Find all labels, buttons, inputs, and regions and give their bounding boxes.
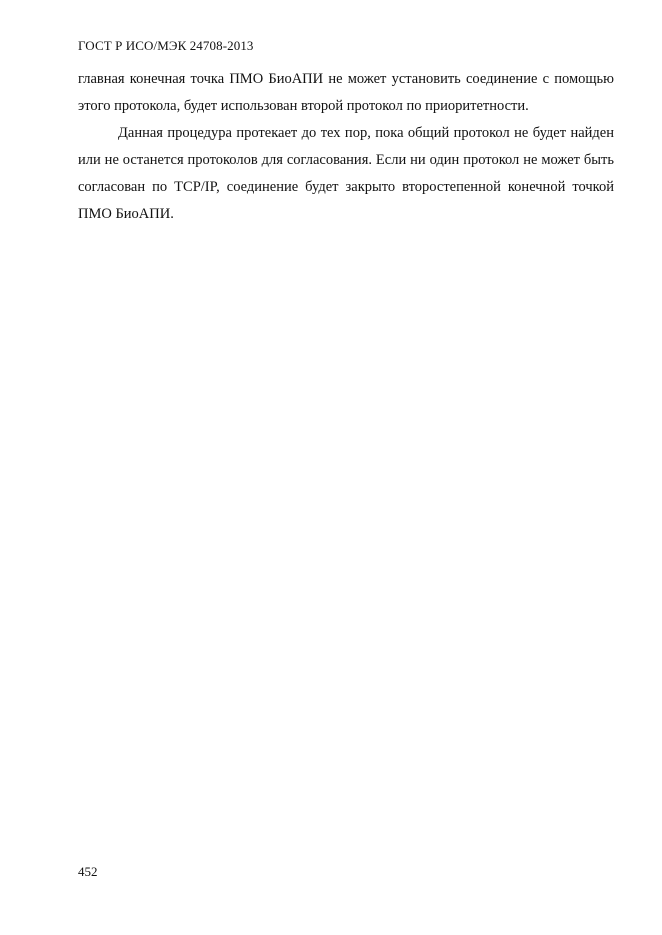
paragraph-procedure: Данная процедура протекает до тех пор, пока общий протокол не будет найден или не останется протоколов для согласования. Если ни один протокол не может быть согласован по TCP/IP, соединение будет закрыто второстепенной конечной точкой ПМО БиоАПИ. (78, 125, 614, 222)
document-body (78, 66, 614, 228)
page-number: 452 (78, 864, 98, 879)
document-header-standard-id: ГОСТ Р ИСО/МЭК 24708-2013 (78, 38, 254, 53)
paragraph-continuation: главная конечная точка ПМО БиоАПИ не может установить соединение с помощью этого протокола, будет использован второй протокол по приоритетности. (78, 71, 614, 114)
